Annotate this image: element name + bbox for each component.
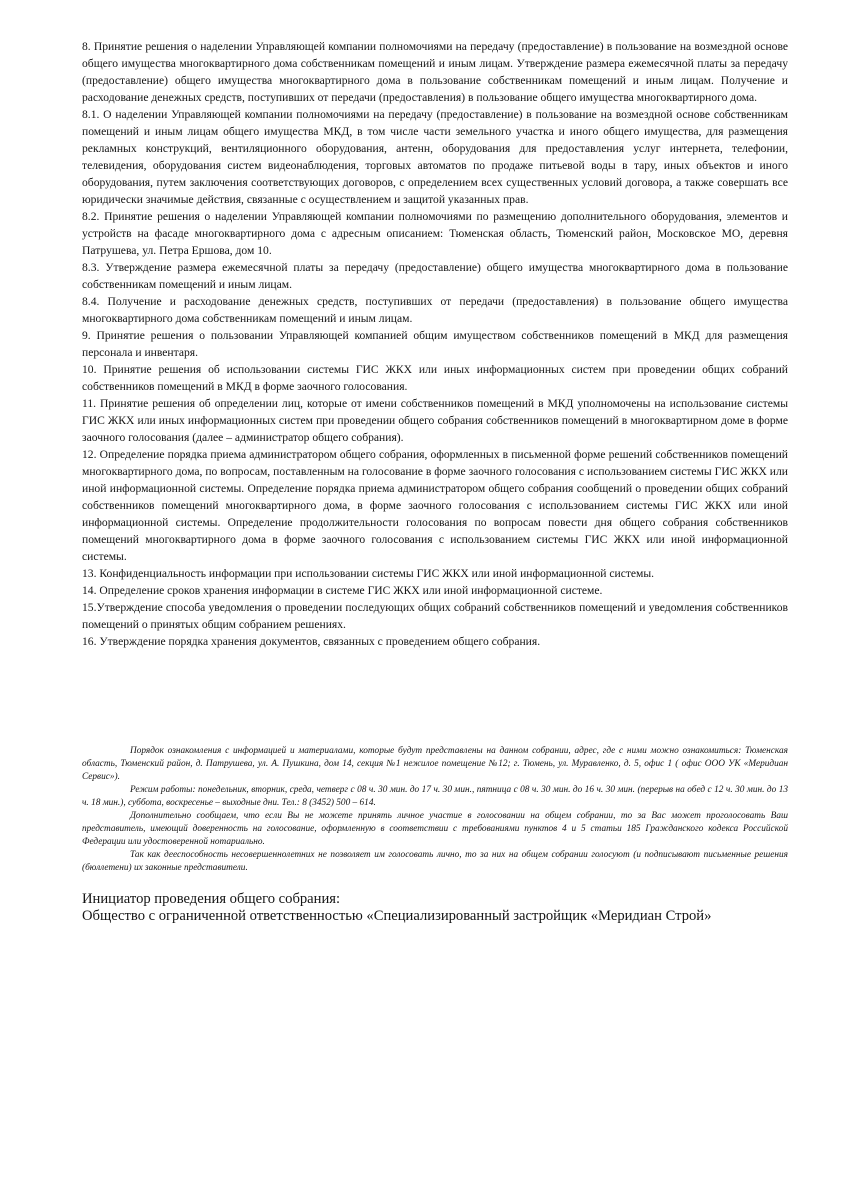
notice-proxy-voting: Дополнительно сообщаем, что если Вы не можете принять личное участие в голосовании на общем собрании, то за Вас может проголосовать Ваш представитель, имеющий доверенность на голосование, оформленную в соответствии с требованиями пунктов 4 и 5 статьи 185 Гражданского кодекса Российской Федерации или удостоверенной нотариально. xyxy=(82,811,788,847)
agenda-item-9: 9. Принятие решения о пользовании Управляющей компанией общим имуществом собственников помещений в МКД для размещения персонала и инвентаря. xyxy=(82,329,788,359)
agenda-item-14: 14. Определение сроков хранения информации в системе ГИС ЖКХ или иной информационной системе. xyxy=(82,584,603,597)
agenda-item-12: 12. Определение порядка приема администратором общего собрания, оформленных в письменной форме решений собственников помещений многоквартирного дома, по вопросам, поставленным на голосование в форме заочного голосования с использованием системы ГИС ЖКХ или иной информационной системы. Определение порядка приема администратором общего собрания сообщений о проведении общих собраний собственников помещений многоквартирного дома, в форме заочного голосования с использованием системы ГИС ЖКХ или иной информационной системы. Определение продолжительности голосования по вопросам повести дня общего собрания собственников помещений многоквартирного дома в форме заочного голосования с использованием системы ГИС ЖКХ или иной информационной системы. xyxy=(82,448,788,563)
agenda-item-11: 11. Принятие решения об определении лиц, которые от имени собственников помещений в МКД уполномочены на использование системы ГИС ЖКХ или иных информационных систем при проведении общего собрания собственников помещений в многоквартирном доме в форме заочного голосования (далее – администратор общего собрания). xyxy=(82,397,788,444)
initiator-block xyxy=(82,891,802,925)
agenda-item-16: 16. Утверждение порядка хранения документов, связанных с проведением общего собрания. xyxy=(82,635,541,648)
notice-block xyxy=(82,745,788,875)
agenda-list xyxy=(82,38,788,650)
agenda-item-15: 15.Утверждение способа уведомления о проведении последующих общих собраний собственников помещений и уведомления собственников помещений о принятых общим собранием решениях. xyxy=(82,601,788,631)
agenda-item-13: 13. Конфиденциальность информации при использовании системы ГИС ЖКХ или иной информационной системы. xyxy=(82,567,655,580)
agenda-item-8-1: 8.1. О наделении Управляющей компании полномочиями на передачу (предоставление) в пользование на возмездной основе собственникам помещений и иным лицам общего имущества МКД, в том числе части земельного участка и иного общего имущества, для размещения рекламных конструкций, вентиляционного оборудования, антенн, оборудования для предоставления услуг интернета, телефонии, телевидения, оборудования систем видеонаблюдения, торговых автоматов по продаже питьевой воды в тару, иных объектов и иного оборудования, путем заключения соответствующих договоров, с определением всех существенных условий договора, а также совершать все юридически значимые действия, связанные с осуществлением и защитой указанных прав. xyxy=(82,108,788,206)
agenda-item-8-4: 8.4. Получение и расходование денежных средств, поступивших от передачи (предоставления) в пользование общего имущества многоквартирного дома собственникам помещений и иным лицам. xyxy=(82,295,788,325)
notice-working-hours: Режим работы: понедельник, вторник, среда, четверг с 08 ч. 30 мин. до 17 ч. 30 мин., пятница с 08 ч. 30 мин. до 16 ч. 30 мин. (перерыв на обед с 12 ч. 30 мин. до 13 ч. 18 мин.), суббота, воскресенье – выходные дни. Тел.: 8 (3452) 500 – 614. xyxy=(82,785,788,808)
notice-materials-address: Порядок ознакомления с информацией и материалами, которые будут представлены на данном собрании, адрес, где с ними можно ознакомиться: Тюменская область, Тюменский район, д. Патрушева, ул. А. Пушкина, дом 14, секция №1 нежилое помещение №12; г. Тюмень, ул. Муравленко, д. 5, офис 1 ( офис ООО УК «Меридиан Сервис»). xyxy=(82,746,788,782)
notice-minors-voting: Так как дееспособность несовершеннолетних не позволяет им голосовать лично, то за них на общем собрании голосуют (и подписывают письменные решения (бюллетени) их законные представители. xyxy=(82,850,788,873)
initiator-name: Общество с ограниченной ответственностью «Специализированный застройщик «Меридиан Строй» xyxy=(82,908,712,924)
initiator-heading: Инициатор проведения общего собрания: xyxy=(82,891,341,907)
agenda-item-8-3: 8.3. Утверждение размера ежемесячной платы за передачу (предоставление) общего имущества многоквартирного дома в пользование собственникам помещений и иным лицам. xyxy=(82,261,788,291)
agenda-item-8: 8. Принятие решения о наделении Управляющей компании полномочиями на передачу (предоставление) в пользование на возмездной основе общего имущества многоквартирного дома собственникам помещений и иным лицам. Утверждение размера ежемесячной платы за передачу (предоставление) общего имущества многоквартирного дома в пользование собственникам помещений и иным лицам. Получение и расходование денежных средств, поступивших от передачи (предоставления) в пользование общего имущества многоквартирного дома. xyxy=(82,40,788,104)
agenda-item-8-2: 8.2. Принятие решения о наделении Управляющей компании полномочиями по размещению дополнительного оборудования, элементов и устройств на фасаде многоквартирного дома с адресным описанием: Тюменская область, Тюменский район, Московское МО, деревня Патрушева, ул. Петра Ершова, дом 10. xyxy=(82,210,788,257)
agenda-item-10: 10. Принятие решения об использовании системы ГИС ЖКХ или иных информационных систем при проведении общих собраний собственников помещений в МКД в форме заочного голосования. xyxy=(82,363,788,393)
